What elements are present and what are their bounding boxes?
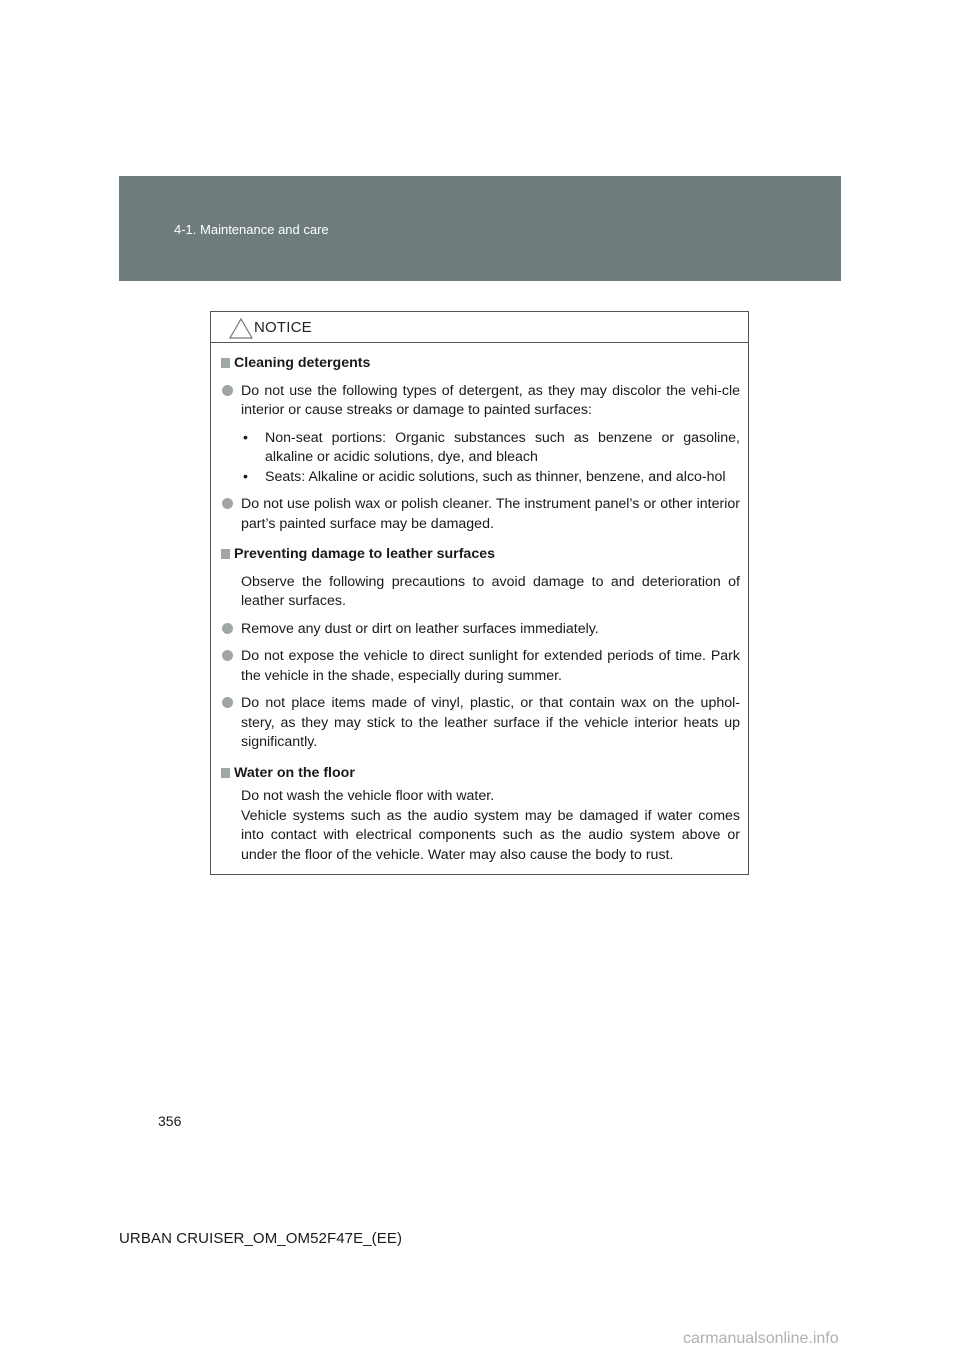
square-bullet-icon (221, 768, 230, 778)
square-bullet-icon (221, 549, 230, 559)
notice-label: NOTICE (254, 319, 312, 336)
section-title: 4-1. Maintenance and care (174, 222, 329, 237)
page-number: 356 (158, 1113, 182, 1129)
round-bullet-icon (222, 623, 233, 634)
notice-box (210, 311, 749, 875)
list-item: Do not use polish wax or polish cleaner. The instrument panel’s or other interior part’s painted surface may be damaged. (221, 495, 740, 534)
round-bullet-icon (222, 697, 233, 708)
list-item: Do not place items made of vinyl, plastic, or that contain wax on the uphol-stery, as they may stick to the leather surface if the vehicle interior heats up significantly. (221, 694, 740, 753)
section-heading: Water on the floor (221, 764, 740, 784)
round-bullet-icon (222, 650, 233, 661)
document-code: URBAN CRUISER_OM_OM52F47E_(EE) (119, 1230, 403, 1247)
section-leather (221, 545, 740, 753)
sub-list-item: • Non-seat portions: Organic substances such as benzene or gasoline, alkaline or acidic solutions, dye, and bleach (243, 429, 740, 465)
list-item: Remove any dust or dirt on leather surfaces immediately. (221, 620, 740, 640)
section-cleaning (221, 354, 740, 534)
paragraph: Do not wash the vehicle floor with water. (241, 788, 495, 804)
section-water (221, 764, 740, 866)
section-heading: Preventing damage to leather surfaces (221, 545, 740, 565)
paragraph: Vehicle systems such as the audio system may be damaged if water comes into contact with electrical components such as the audio system above or under the floor of the vehicle. Water may also cause the body to rust. (241, 807, 740, 863)
dot-marker: • (243, 429, 248, 446)
paragraph: Observe the following precautions to avoid damage to and deterioration of leather surfaces. (241, 573, 740, 609)
square-bullet-icon (221, 358, 230, 368)
watermark[interactable]: carmanualsonline.info (683, 1330, 839, 1347)
sub-list (221, 429, 740, 488)
notice-header (211, 312, 748, 343)
header-band (119, 176, 841, 281)
sub-list-item: • Seats: Alkaline or acidic solutions, such as thinner, benzene, and alco-hol (221, 468, 740, 488)
dot-marker: • (243, 468, 248, 485)
notice-body (211, 354, 748, 865)
section-heading: Cleaning detergents (221, 354, 740, 374)
warning-triangle-icon (229, 318, 253, 339)
list-item: Do not expose the vehicle to direct sunlight for extended periods of time. Park the vehicle in the shade, especially during summer. (221, 647, 740, 686)
round-bullet-icon (222, 385, 233, 396)
round-bullet-icon (222, 498, 233, 509)
list-item: Do not use the following types of detergent, as they may discolor the vehi-cle interior or cause streaks or damage to painted surfaces: (221, 382, 740, 421)
